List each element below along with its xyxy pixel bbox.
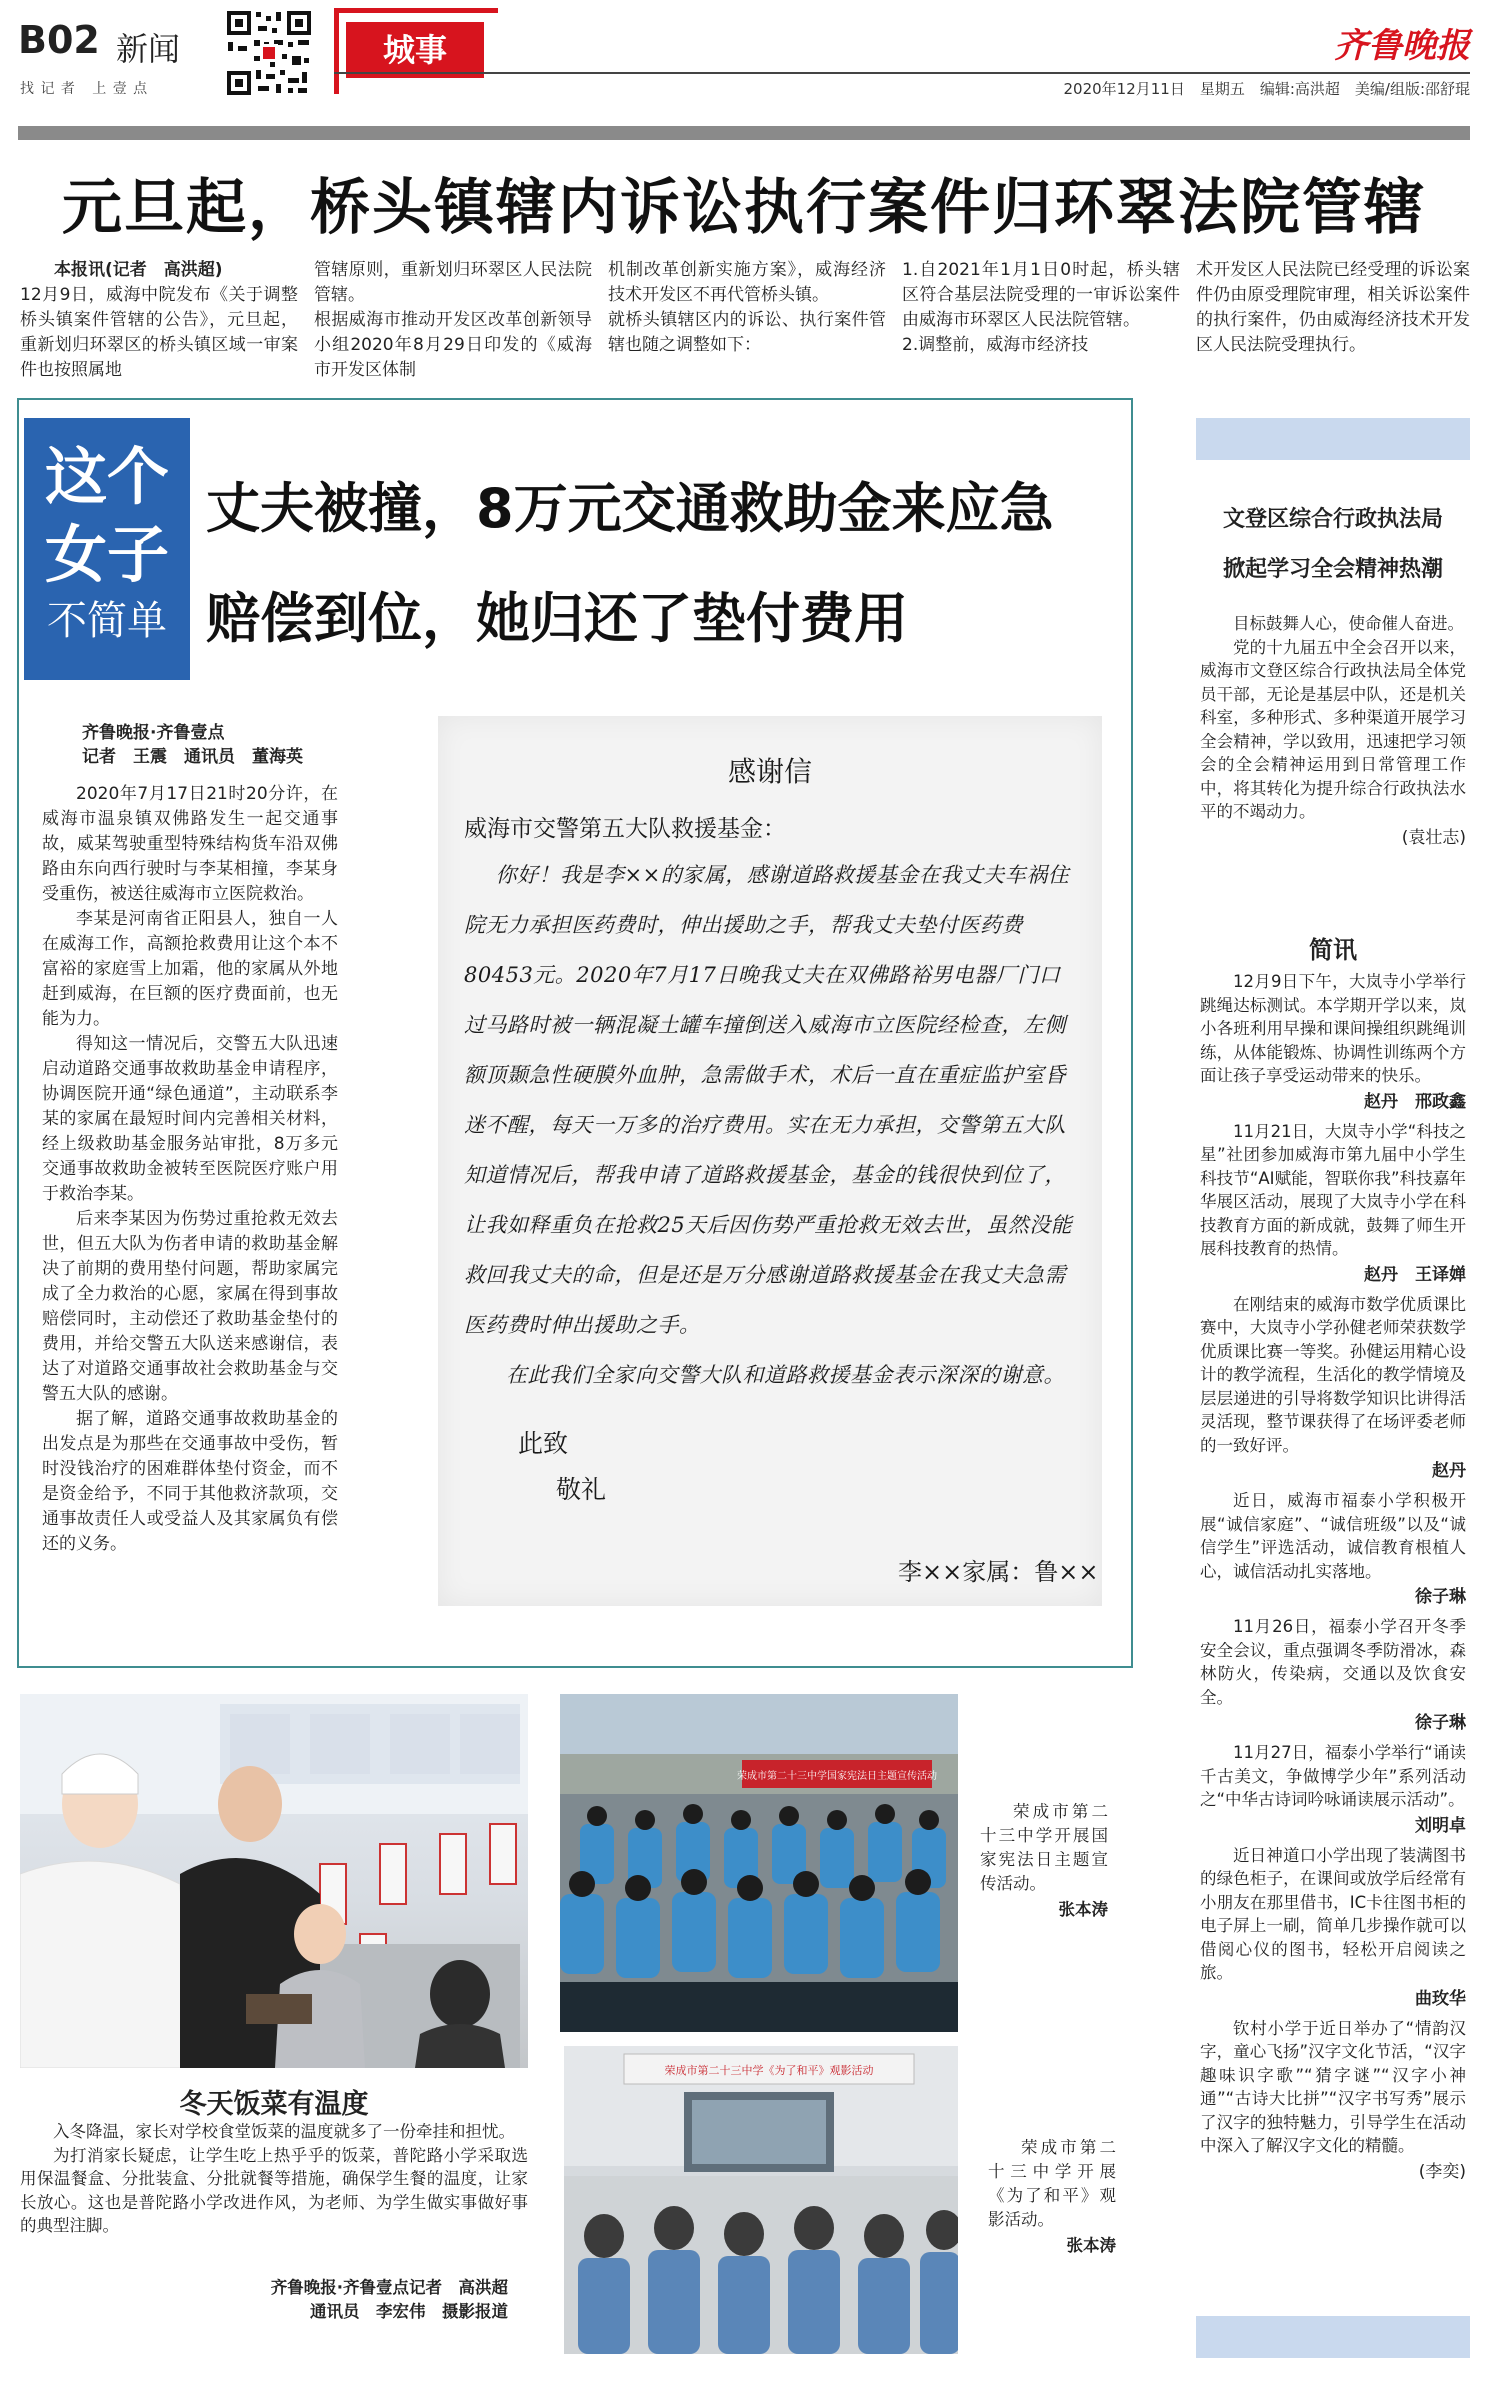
gray-band bbox=[18, 126, 1470, 140]
top-col-1 bbox=[20, 258, 298, 378]
brief-item bbox=[1200, 1741, 1466, 1838]
feature-para-4: 后来李某因为伤势过重抢救无效去世，但五大队为伤者申请的救助基金解决了前期的费用垫付问题，帮助家属完成了全力救治的心愿，家属在得到事故赔偿同时，主动偿还了救助基金垫付的费用，并给交警五大队送来感谢信，表达了对道路交通事故社会救助基金与交警五大队的感谢。 bbox=[42, 1209, 338, 1404]
brief-text: 在刚结束的威海市数学优质课比赛中，大岚寺小学孙健老师荣获数学优质课比赛一等奖。孙健运用精心设计的教学流程，生活化的教学情境及层层递进的引导将数学知识比讲得活灵活现，整节课获得了在场评委老师的一致好评。 bbox=[1200, 1294, 1466, 1455]
brief-text: 11月26日，福泰小学召开冬季安全会议，重点强调冬季防滑冰，森林防火，传染病，交通以及饮食安全。 bbox=[1200, 1617, 1466, 1707]
feature-para-1: 2020年7月17日21时20分许，在威海市温泉镇双佛路发生一起交通事故，威某驾驶重型特殊结构货车沿双佛路由东向西行驶时与李某相撞，李某身受重伤，被送往威海市立医院救治。 bbox=[42, 784, 338, 904]
top-headline: 元旦起，桥头镇辖内诉讼执行案件归环翠法院管辖 bbox=[62, 173, 1426, 243]
letter-closing-1: 此致 bbox=[518, 1429, 569, 1458]
issue-info: 2020年12月11日 星期五 编辑:高洪超 美编/组版:邵舒琨 bbox=[1063, 80, 1470, 98]
feature-headline-2: 赔偿到位，她归还了垫付费用 bbox=[206, 587, 908, 650]
brief-title: 简讯 bbox=[1309, 936, 1357, 964]
page-number: B02 bbox=[18, 18, 100, 62]
header-rule bbox=[334, 72, 1470, 74]
bottom-left-headline: 冬天饭菜有温度 bbox=[179, 2089, 369, 2120]
brief-text: 近日，威海市福泰小学积极开展“诚信家庭”、“诚信班级”以及“诚信学生”评选活动，诚信教育根植人心，诚信活动扎实落地。 bbox=[1200, 1491, 1466, 1581]
sidebar-para-2: 党的十九届五中全会召开以来，威海市文登区综合行政执法局全体党员干部，无论是基层中队，还是机关科室，多种形式、多种渠道开展学习全会精神，学以致用，迅速把学习领会的全会精神运用到日常管理工作中，将其转化为提升综合行政执法水平的不竭动力。 bbox=[1200, 637, 1466, 821]
photo-banner-1: 荣成市第二十三中学国家宪法日主题宣传活动 bbox=[737, 1771, 937, 1782]
canteen-photo bbox=[20, 1694, 528, 2068]
letter-title: 感谢信 bbox=[727, 755, 812, 788]
feature-badge bbox=[24, 418, 190, 680]
badge-line-3: 不简单 bbox=[47, 598, 167, 644]
brief-author: 赵丹 邢政鑫 bbox=[1364, 1091, 1466, 1112]
top-col-1-text: 12月9日，威海中院发布《关于调整桥头镇案件管辖的公告》，元旦起，重新划归环翠区的桥头镇区域一审案件也按照属地 bbox=[20, 285, 298, 378]
letter-para-2: 在此我们全家向交警大队和道路救援基金表示深深的谢意。 bbox=[506, 1363, 1065, 1387]
brief-author: 徐子琳 bbox=[1415, 1587, 1466, 1607]
bottom-left-para-1: 入冬降温，家长对学校食堂饭菜的温度就多了一份牵挂和担忧。 bbox=[53, 2122, 515, 2141]
constitution-day-photo bbox=[560, 1694, 958, 2032]
brief-text: 11月21日，大岚寺小学“科技之星”社团参加威海市第九届中小学生科技节“AI赋能，智联你我”科技嘉年华展区活动，展现了大岚寺小学在科技教育方面的新成就，鼓舞了师生开展科技教育的热情。 bbox=[1200, 1121, 1466, 1258]
header-subline: 找 记 者 上 壹 点 bbox=[20, 81, 149, 97]
brief-text: 钦村小学于近日举办了“情韵汉字，童心飞扬”汉字文化节活，“汉字趣味识字歌”“猜字谜”“汉字小神通”“古诗大比拼”“汉字书写秀”展示了汉字的独特魅力，引导学生在活动中深入了解汉字文化的精髓。 bbox=[1200, 2018, 1466, 2155]
letter-signature: 李××家属：鲁×× bbox=[898, 1558, 1099, 1586]
newspaper-logo: 齐鲁晚报 bbox=[1334, 26, 1470, 66]
brief-item bbox=[1200, 970, 1466, 1114]
brief-list bbox=[1200, 970, 1466, 2300]
brief-item bbox=[1200, 1489, 1466, 1609]
brief-author: 曲玫华 bbox=[1415, 1988, 1466, 2009]
photo-author-1: 张本涛 bbox=[1058, 1900, 1108, 1919]
brief-item bbox=[1200, 1120, 1466, 1287]
bottom-left-para-2: 为打消家长疑虑，让学生吃上热乎乎的饭菜，普陀路小学采取选用保温餐盒、分批装盒、分批就餐等措施，确保学生餐的温度，让家长放心。这也是普陀路小学改进作风，为老师、为学生做实事做好事的典型注脚。 bbox=[20, 2145, 528, 2235]
sidebar-bar-bottom bbox=[1196, 2316, 1470, 2358]
top-byline: 本报讯(记者 高洪超) bbox=[54, 260, 223, 280]
feature-para-3: 得知这一情况后，交警五大队迅速启动道路交通事故救助基金申请程序，协调医院开通“绿色通道”，主动联系李某的家属在最短时间内完善相关材料，经上级救助基金服务站审批，8万多元交通事故救助金被转至医院医疗账户用于救治李某。 bbox=[42, 1034, 338, 1204]
feature-source: 齐鲁晚报·齐鲁壹点 bbox=[82, 723, 225, 743]
sidebar-headline-2: 掀起学习全会精神热潮 bbox=[1222, 557, 1443, 582]
badge-line-2: 女子 bbox=[44, 518, 169, 591]
photo-banner-2: 荣成市第二十三中学《为了和平》观影活动 bbox=[664, 2064, 874, 2077]
brief-author: (李奕) bbox=[1418, 2161, 1466, 2182]
feature-para-2: 李某是河南省正阳县人，独自一人在威海工作，高额抢救费用让这个本不富裕的家庭雪上加霜，他的家属从外地赶到威海，在巨额的医疗费面前，也无能为力。 bbox=[42, 909, 338, 1029]
brief-item bbox=[1200, 1293, 1466, 1484]
top-col-5: 术开发区人民法院已经受理的诉讼案件仍由原受理院审理，相关诉讼案件的执行案件，仍由威海经济技术开发区人民法院受理执行。 bbox=[1196, 260, 1470, 355]
badge-line-1: 这个 bbox=[44, 440, 169, 513]
section-tag-label: 城事 bbox=[382, 31, 447, 69]
photo-author-2: 张本涛 bbox=[1066, 2236, 1116, 2255]
letter-body bbox=[464, 850, 1080, 1400]
qr-code bbox=[224, 8, 314, 98]
brief-text: 12月9日下午，大岚寺小学举行跳绳达标测试。本学期开学以来，岚小各班利用早操和课间操组织跳绳训练，从体能锻炼、协调性训练两个方面让孩子享受运动带来的快乐。 bbox=[1200, 972, 1466, 1085]
sidebar-bar-top bbox=[1196, 418, 1470, 460]
sidebar-headline-1: 文登区综合行政执法局 bbox=[1222, 507, 1443, 532]
section-name: 新闻 bbox=[116, 30, 181, 68]
sidebar-author: (袁壮志) bbox=[1401, 827, 1466, 848]
letter-salutation: 威海市交警第五大队救援基金： bbox=[464, 816, 786, 842]
feature-para-5: 据了解，道路交通事故救助基金的出发点是为那些在交通事故中受伤，暂时没钱治疗的困难群体垫付资金，而不是资金给予，不同于其他救济款项，交通事故责任人或受益人及其家属负有偿还的义务。 bbox=[42, 1409, 338, 1554]
section-tag bbox=[346, 22, 484, 78]
top-col-2: 管辖原则，重新划归环翠区人民法院管辖。 根据威海市推动开发区改革创新领导小组2020年8月29日印发的《威海市开发区体制 bbox=[314, 260, 592, 378]
brief-text: 近日神道口小学出现了装满图书的绿色柜子，在课间或放学后经常有小朋友在那里借书，IC卡往图书柜的电子屏上一刷，简单几步操作就可以借阅心仪的图书，轻松开启阅读之旅。 bbox=[1200, 1845, 1466, 1982]
photo-caption-2: 荣成市第二十三中学开展《为了和平》观影活动。 bbox=[988, 2138, 1116, 2229]
feature-headline-1: 丈夫被撞，8万元交通救助金来应急 bbox=[206, 477, 1054, 540]
photo-caption-1: 荣成市第二十三中学开展国家宪法日主题宣传活动。 bbox=[980, 1802, 1108, 1893]
brief-author: 徐子琳 bbox=[1415, 1713, 1466, 1733]
feature-reporters: 记者 王震 通讯员 董海英 bbox=[82, 747, 303, 767]
top-col-4: 1.自2021年1月1日0时起，桥头辖区符合基层法院受理的一审诉讼案件由威海市环翠区人民法院管辖。 2.调整前，威海市经济技 bbox=[902, 260, 1180, 355]
bottom-left-body bbox=[20, 2120, 528, 2238]
sidebar-para-1: 目标鼓舞人心，使命催人奋进。 bbox=[1233, 614, 1464, 633]
letter-para-1: 你好！我是李××的家属，感谢道路救援基金在我丈夫车祸住院无力承担医药费时，伸出援助之手，帮我丈夫垫付医药费80453元。2020年7月17日晚我丈夫在双佛路裕男电器厂门口过马路时被一辆混凝土罐车撞倒送入威海市立医院经检查，左侧额顶颞急性硬膜外血肿，急需做手术，术后一直在重症监护室昏迷不醒，每天一万多的治疗费用。实在无力承担，交警第五大队知道情况后，帮我申请了道路救援基金，基金的钱很快到位了，让我如释重负在抢救25天后因伤势严重抢救无效去世，虽然没能救回我丈夫的命，但是还是万分感谢道路救援基金在我丈夫急需医药费时伸出援助之手。 bbox=[464, 863, 1073, 1337]
brief-text: 11月27日，福泰小学举行“诵读千古美文，争做博学少年”系列活动之“中华古诗词吟咏诵读展示活动”。 bbox=[1200, 1743, 1466, 1809]
thank-you-letter bbox=[438, 716, 1102, 1606]
letter-closing-2: 敬礼 bbox=[556, 1475, 607, 1504]
sidebar-body bbox=[1200, 612, 1466, 856]
bottom-left-credit-1: 齐鲁晚报·齐鲁壹点记者 高洪超 bbox=[270, 2278, 508, 2297]
brief-author: 赵丹 王译婵 bbox=[1364, 1264, 1466, 1285]
movie-viewing-photo bbox=[564, 2046, 958, 2354]
brief-author: 刘明卓 bbox=[1415, 1815, 1466, 1836]
bottom-left-credit-2: 通讯员 李宏伟 摄影报道 bbox=[310, 2302, 508, 2321]
brief-item bbox=[1200, 1615, 1466, 1735]
feature-body bbox=[42, 782, 338, 1622]
top-col-3: 机制改革创新实施方案》，威海经济技术开发区不再代管桥头镇。 就桥头镇辖区内的诉讼、执行案件管辖也随之调整如下： bbox=[608, 260, 886, 355]
brief-author: 赵丹 bbox=[1432, 1461, 1466, 1481]
brief-item bbox=[1200, 2017, 1466, 2184]
brief-item bbox=[1200, 1844, 1466, 2011]
